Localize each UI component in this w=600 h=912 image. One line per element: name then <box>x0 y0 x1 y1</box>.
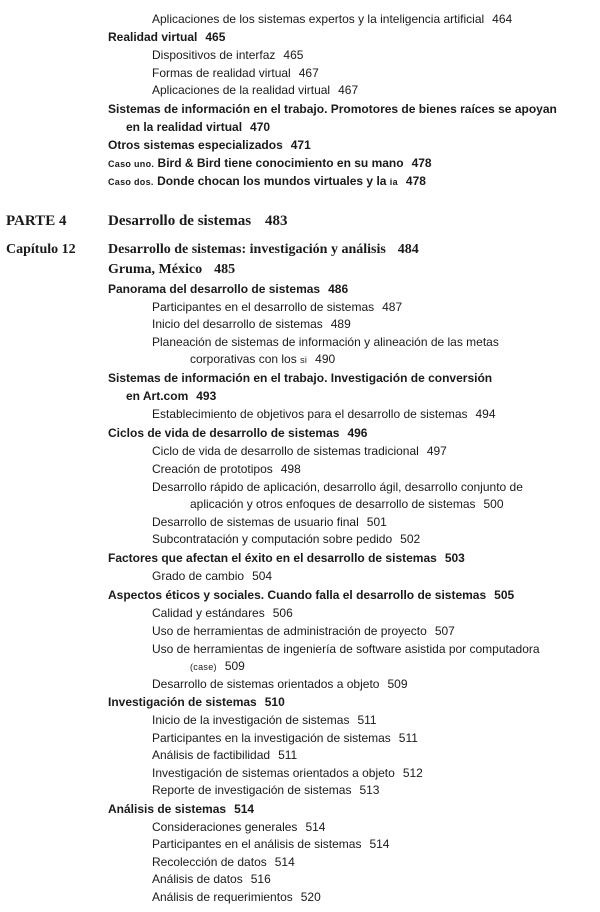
toc-entry <box>152 569 272 583</box>
abbreviation: ia <box>389 177 398 187</box>
entry-text: Inicio del desarrollo de sistemas <box>152 317 323 331</box>
toc-entry <box>152 48 303 62</box>
entry-text: Otros sistemas especializados <box>108 138 283 152</box>
entry-text: Consideraciones generales <box>152 820 298 834</box>
toc-entry <box>152 12 512 26</box>
page-number: 507 <box>434 624 455 638</box>
entry-text: Investigación de sistemas orientados a objeto <box>152 766 395 780</box>
page-number: 504 <box>252 569 273 583</box>
page-number: 505 <box>494 588 515 602</box>
entry-text: Análisis de sistemas <box>108 802 227 816</box>
page-number: 470 <box>250 120 271 134</box>
toc-entry <box>152 300 402 314</box>
entry-text: Participantes en la investigación de sistemas <box>152 731 391 745</box>
toc-entry <box>152 783 379 797</box>
toc-section <box>108 102 557 116</box>
page-number: 498 <box>280 462 301 476</box>
page-number: 465 <box>205 30 226 44</box>
chapter-title-line <box>108 242 419 258</box>
toc-section-continuation <box>126 389 216 403</box>
entry-text: Subcontratación y computación sobre pedido <box>152 532 393 546</box>
toc-section <box>108 695 285 709</box>
entry-text: en la realidad virtual <box>126 120 243 134</box>
toc-entry <box>152 515 387 529</box>
page-number: 514 <box>369 837 390 851</box>
entry-text: Panorama del desarrollo de sistemas <box>108 282 321 296</box>
entry-text: Planeación de sistemas de información y alineación de las metas <box>152 335 499 349</box>
entry-text: Establecimiento de objetivos para el desarrollo de sistemas <box>152 407 468 421</box>
toc-section <box>108 426 367 440</box>
toc-section <box>108 551 465 565</box>
toc-case <box>108 156 432 171</box>
toc-entry <box>152 480 523 494</box>
case-label: Caso uno. <box>108 159 155 169</box>
page-number: 511 <box>357 713 377 727</box>
toc-case <box>108 174 426 189</box>
page-number: 511 <box>278 748 298 762</box>
toc-entry <box>152 462 301 476</box>
page-number: 489 <box>330 317 351 331</box>
entry-text: Sistemas de información en el trabajo. Promotores de bienes raíces se apoyan <box>108 102 557 116</box>
toc-entry-continuation <box>190 659 245 674</box>
entry-text: aplicación y otros enfoques de desarrollo de sistemas <box>190 497 476 511</box>
page-number: 487 <box>382 300 403 314</box>
toc-entry <box>152 766 423 780</box>
entry-text: Uso de herramientas de administración de proyecto <box>152 624 427 638</box>
part-label: PARTE 4 <box>6 213 67 229</box>
entry-text: Desarrollo de sistemas orientados a objeto <box>152 677 380 691</box>
toc-entry <box>152 444 447 458</box>
page-number: 471 <box>290 138 311 152</box>
entry-text: Uso de herramientas de ingeniería de software asistida por computadora <box>152 642 540 656</box>
entry-text: Análisis de factibilidad <box>152 748 271 762</box>
toc-section-continuation <box>126 120 270 134</box>
entry-text: Reporte de investigación de sistemas <box>152 783 352 797</box>
page-number: 509 <box>387 677 408 691</box>
page-number: 501 <box>366 515 387 529</box>
page-number: 467 <box>298 66 319 80</box>
part-title: Desarrollo de sistemas <box>108 213 252 229</box>
toc-entry <box>152 532 420 546</box>
toc-entry-continuation <box>190 352 335 367</box>
toc-entry <box>152 820 325 834</box>
entry-text: Factores que afectan el éxito en el desarrollo de sistemas <box>108 551 437 565</box>
toc-section <box>108 802 254 816</box>
entry-text: Bird & Bird tiene conocimiento en su mano <box>157 156 404 170</box>
entry-text: corporativas con los <box>190 352 297 366</box>
toc-entry <box>152 837 389 851</box>
entry-text: Participantes en el análisis de sistemas <box>152 837 362 851</box>
toc-section <box>108 30 225 44</box>
chapter-label: Capítulo 12 <box>6 242 76 257</box>
page-number: 494 <box>475 407 496 421</box>
entry-text: Análisis de datos <box>152 872 243 886</box>
page-number: 486 <box>328 282 349 296</box>
abbreviation: si <box>300 355 308 365</box>
toc-section <box>108 588 514 602</box>
entry-text: Desarrollo de sistemas de usuario final <box>152 515 359 529</box>
toc-entry <box>152 890 321 904</box>
page-number: 514 <box>234 802 255 816</box>
page-number: 464 <box>492 12 513 26</box>
toc-entry <box>152 731 418 745</box>
page-number: 497 <box>426 444 447 458</box>
page-number: 484 <box>397 242 419 257</box>
entry-text: Donde chocan los mundos virtuales y la <box>157 174 387 188</box>
entry-text: Desarrollo rápido de aplicación, desarrollo ágil, desarrollo conjunto de <box>152 480 523 494</box>
page-number: 506 <box>272 606 293 620</box>
toc-entry <box>152 606 293 620</box>
toc-entry <box>152 317 351 331</box>
entry-text: Ciclo de vida de desarrollo de sistemas tradicional <box>152 444 419 458</box>
page-number: 502 <box>400 532 421 546</box>
page-number: 465 <box>283 48 304 62</box>
page-number: 503 <box>444 551 465 565</box>
toc-entry <box>152 335 499 349</box>
toc-entry <box>152 748 297 762</box>
page-number: 490 <box>315 352 336 366</box>
toc-entry <box>152 872 271 886</box>
entry-text: en Art.com <box>126 389 189 403</box>
abbreviation: (case) <box>190 662 217 672</box>
page-number: 467 <box>338 83 359 97</box>
entry-text: Formas de realidad virtual <box>152 66 291 80</box>
page-number: 496 <box>347 426 368 440</box>
entry-text: Dispositivos de interfaz <box>152 48 276 62</box>
page-number: 512 <box>402 766 423 780</box>
toc-section <box>108 371 492 385</box>
toc-entry <box>152 624 455 638</box>
entry-text: Ciclos de vida de desarrollo de sistemas <box>108 426 340 440</box>
page-number: 516 <box>250 872 271 886</box>
entry-text: Aplicaciones de la realidad virtual <box>152 83 331 97</box>
page-number: 485 <box>214 262 236 277</box>
entry-text: Investigación de sistemas <box>108 695 257 709</box>
toc-entry <box>152 66 319 80</box>
chapter-opener-line <box>108 262 235 278</box>
page-number: 483 <box>265 213 288 229</box>
page-number: 500 <box>483 497 504 511</box>
chapter-title: Desarrollo de sistemas: investigación y análisis <box>108 242 386 257</box>
toc-section <box>108 282 348 296</box>
toc-entry-continuation <box>190 497 504 511</box>
toc-entry <box>152 677 408 691</box>
chapter-opener: Gruma, México <box>108 262 203 277</box>
page-number: 514 <box>274 855 295 869</box>
toc-entry <box>152 642 540 656</box>
entry-text: Grado de cambio <box>152 569 245 583</box>
entry-text: Participantes en el desarrollo de sistemas <box>152 300 375 314</box>
page-number: 510 <box>264 695 285 709</box>
entry-text: Creación de prototipos <box>152 462 273 476</box>
entry-text: Recolección de datos <box>152 855 267 869</box>
toc-entry <box>152 855 295 869</box>
toc-section <box>108 138 311 152</box>
entry-text: Aplicaciones de los sistemas expertos y la inteligencia artificial <box>152 12 485 26</box>
page-number: 514 <box>305 820 326 834</box>
entry-text: Sistemas de información en el trabajo. Investigación de conversión <box>108 371 493 385</box>
entry-text: Inicio de la investigación de sistemas <box>152 713 350 727</box>
entry-text: Calidad y estándares <box>152 606 265 620</box>
case-label: Caso dos. <box>108 177 154 187</box>
page-number: 478 <box>411 156 432 170</box>
page-number: 513 <box>359 783 380 797</box>
part-title-line <box>108 213 288 230</box>
page-number: 478 <box>405 174 426 188</box>
page-number: 520 <box>300 890 321 904</box>
toc-entry <box>152 83 358 97</box>
entry-text: Aspectos éticos y sociales. Cuando falla el desarrollo de sistemas <box>108 588 487 602</box>
page-number: 511 <box>398 731 418 745</box>
toc-entry <box>152 407 496 421</box>
entry-text: Realidad virtual <box>108 30 198 44</box>
entry-text: Análisis de requerimientos <box>152 890 293 904</box>
page-number: 493 <box>196 389 217 403</box>
toc-entry <box>152 713 377 727</box>
page-number: 509 <box>224 659 245 673</box>
